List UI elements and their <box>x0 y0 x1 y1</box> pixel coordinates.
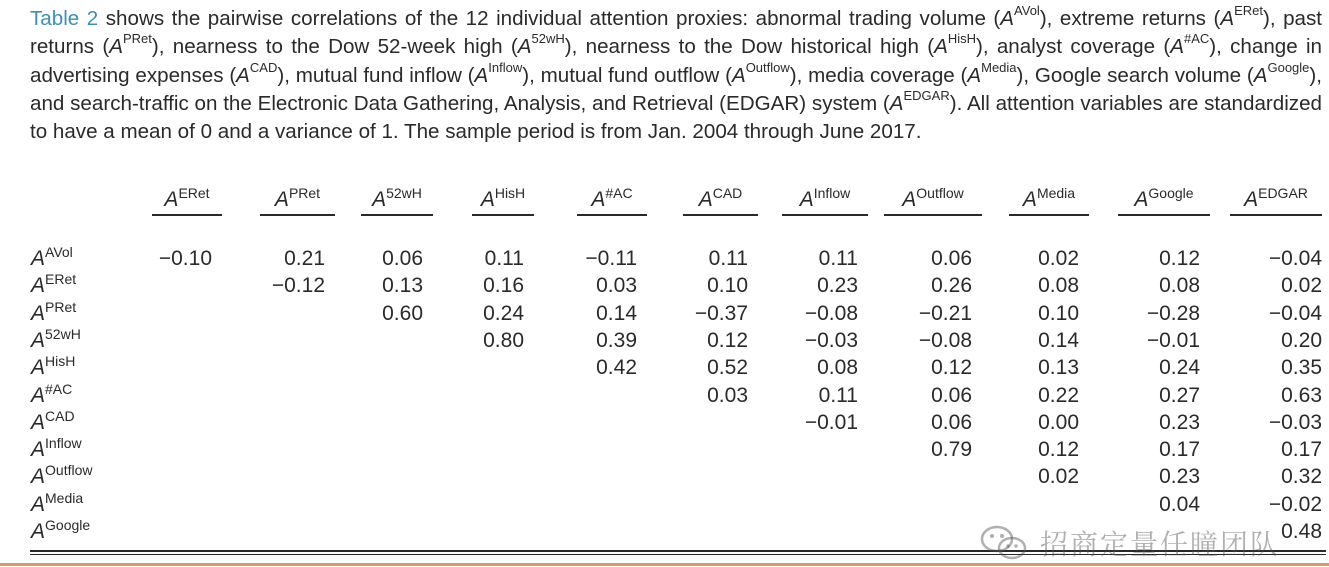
table-cell: 0.02 <box>1281 274 1322 298</box>
table-cell: −0.28 <box>1146 301 1200 325</box>
table-header-row <box>0 185 1329 228</box>
table-cell: 0.00 <box>1038 410 1079 434</box>
row-header: $A^{Outflow}$ <box>31 462 93 489</box>
paragraph-text: ), media coverage ( <box>789 63 968 87</box>
table-cell: 0.06 <box>931 383 972 407</box>
paragraph-text: ), mutual fund inflow ( <box>277 63 475 87</box>
table-cell: −0.02 <box>1268 492 1322 516</box>
table-cell: −0.03 <box>804 328 858 352</box>
variable-52wh: $A^{52wH}$ <box>517 31 565 59</box>
paragraph-text: shows the pairwise correlations of the 12 individual attention proxies: abnormal trading volume ( <box>98 7 1001 30</box>
table-cell: 0.17 <box>1281 438 1322 462</box>
table-cell: 0.32 <box>1281 465 1322 489</box>
column-header: $A^{EDGAR}$ <box>1230 188 1322 216</box>
variable-inflow: $A^{Inflow}$ <box>474 59 523 87</box>
paragraph-text: ), past returns ( <box>30 7 1323 59</box>
table-cell: 0.11 <box>818 383 858 407</box>
table-cell: −0.01 <box>804 410 858 434</box>
table-cell: −0.08 <box>918 328 972 352</box>
table-cell: 0.42 <box>596 356 637 380</box>
paragraph-text: ), change in advertising expenses ( <box>30 35 1323 87</box>
page-divider <box>0 563 1329 566</box>
row-header: $A^{52wH}$ <box>31 325 81 352</box>
column-header: $A^{Media}$ <box>1009 188 1089 216</box>
column-header: $A^{Google}$ <box>1118 188 1210 216</box>
column-header: $A^{\#AC}$ <box>577 188 647 216</box>
table-reference-link[interactable]: Table 2 <box>30 7 99 30</box>
row-header: $A^{Inflow}$ <box>31 435 82 462</box>
row-header: $A^{ERet}$ <box>31 271 77 298</box>
table-cell: 0.23 <box>1159 410 1200 434</box>
table-cell: 0.10 <box>707 274 748 298</box>
row-header: $A^{PRet}$ <box>31 298 77 325</box>
table-cell: 0.06 <box>931 247 972 270</box>
table-cell: −0.04 <box>1268 247 1322 270</box>
table-cell: 0.11 <box>818 247 858 270</box>
paragraph-text: ), and search-traffic on the Electronic Data Gathering, Analysis, and Retrieval (EDGAR) system ( <box>30 63 1322 115</box>
table-cell: 0.80 <box>483 328 524 352</box>
paragraph-text: ), extreme returns ( <box>1039 7 1221 30</box>
table-cell: 0.26 <box>931 274 972 298</box>
table-cell: 0.23 <box>1159 465 1200 489</box>
table-cell: 0.27 <box>1159 383 1200 407</box>
table-cell: −0.12 <box>271 274 325 298</box>
table-cell: 0.08 <box>817 356 858 380</box>
row-header: $A^{Media}$ <box>31 489 84 516</box>
table-cell: 0.08 <box>1159 274 1200 298</box>
table-cell: 0.12 <box>931 356 972 380</box>
column-header: $A^{52wH}$ <box>361 188 433 216</box>
variable-outflow: $A^{Outflow}$ <box>731 59 790 87</box>
table-cell: 0.52 <box>707 356 748 380</box>
column-header: $A^{HisH}$ <box>472 188 534 216</box>
table-cell: 0.12 <box>1159 247 1200 270</box>
table-cell: 0.06 <box>931 410 972 434</box>
table-cell: 0.35 <box>1281 356 1322 380</box>
table-cell: 0.21 <box>284 247 325 270</box>
table-cell: −0.37 <box>694 301 748 325</box>
variable-eret: $A^{ERet}$ <box>1220 3 1263 30</box>
table-cell: 0.06 <box>382 247 423 270</box>
row-header: $A^{CAD}$ <box>31 407 75 434</box>
watermark-text: 招商定量任瞳团队 <box>1040 528 1281 561</box>
column-header: $A^{Inflow}$ <box>782 188 868 216</box>
paragraph-text: ). All attention variables are standardized to have a mean of 0 and a variance of 1. The sample period is from Jan. 2004 through June 2017. <box>30 91 1323 144</box>
table-cell: 0.02 <box>1038 465 1079 489</box>
row-header: $A^{HisH}$ <box>31 353 76 380</box>
table-cell: 0.24 <box>483 301 524 325</box>
row-header: $A^{Google}$ <box>31 517 91 543</box>
table-cell: 0.12 <box>707 328 748 352</box>
table-cell: 0.22 <box>1038 383 1079 407</box>
column-header: $A^{Outflow}$ <box>884 188 982 216</box>
table-cell: 0.13 <box>382 274 423 298</box>
table-cell: −0.21 <box>918 301 972 325</box>
variable-edgar: $A^{EDGAR}$ <box>889 88 950 115</box>
table-cell: 0.23 <box>817 274 858 298</box>
table-cell: 0.04 <box>1159 492 1200 516</box>
table-cell: −0.10 <box>158 247 212 270</box>
column-header: $A^{PRet}$ <box>260 188 335 216</box>
table-cell: 0.63 <box>1281 383 1322 407</box>
table-cell: 0.20 <box>1281 328 1322 352</box>
table-cell: 0.79 <box>931 438 972 462</box>
variable-ac: $A^{\#AC}$ <box>1170 31 1210 59</box>
table-cell: −0.11 <box>585 247 637 270</box>
table-cell: 0.03 <box>707 383 748 407</box>
watermark <box>978 523 1280 563</box>
variable-hish: $A^{HisH}$ <box>934 31 976 59</box>
caption-paragraph <box>30 5 1322 146</box>
paragraph-text: ), nearness to the Dow historical high ( <box>564 35 935 59</box>
column-header: $A^{ERet}$ <box>152 188 222 216</box>
row-header: $A^{AVol}$ <box>31 244 73 270</box>
table-cell: 0.08 <box>1038 274 1079 298</box>
paragraph-text: ), analyst coverage ( <box>975 35 1171 59</box>
table-cell: −0.08 <box>804 301 858 325</box>
table-cell: 0.17 <box>1159 438 1200 462</box>
table-cell: 0.48 <box>1281 520 1322 543</box>
table-cell: 0.03 <box>596 274 637 298</box>
table-cell: 0.12 <box>1038 438 1079 462</box>
table-cell: 0.14 <box>596 301 637 325</box>
table-cell: 0.13 <box>1038 356 1079 380</box>
table-cell: 0.14 <box>1038 328 1079 352</box>
table-cell: 0.60 <box>382 301 423 325</box>
paragraph-text: ), Google search volume ( <box>1016 63 1254 87</box>
column-header: $A^{CAD}$ <box>683 188 758 216</box>
row-header: $A^{\#AC}$ <box>31 380 73 407</box>
paragraph-text: ), nearness to the Dow 52-week high ( <box>151 35 518 59</box>
table-cell: 0.16 <box>483 274 524 298</box>
table-cell: 0.02 <box>1038 247 1079 270</box>
variable-google: $A^{Google}$ <box>1253 59 1310 87</box>
table-cell: 0.24 <box>1159 356 1200 380</box>
wechat-icon <box>978 523 1030 563</box>
table-cell: −0.01 <box>1146 328 1200 352</box>
table-cell: −0.04 <box>1268 301 1322 325</box>
paragraph-text: ), mutual fund outflow ( <box>522 63 732 87</box>
variable-avol: $A^{AVol}$ <box>1000 3 1040 30</box>
table-cell: 0.11 <box>484 247 524 270</box>
table-cell: 0.10 <box>1038 301 1079 325</box>
variable-pret: $A^{PRet}$ <box>109 31 152 59</box>
variable-media: $A^{Media}$ <box>967 59 1017 87</box>
table-cell: 0.11 <box>708 247 748 270</box>
table-cell: 0.39 <box>596 328 637 352</box>
table-cell: −0.03 <box>1268 410 1322 434</box>
variable-cad: $A^{CAD}$ <box>236 59 278 87</box>
